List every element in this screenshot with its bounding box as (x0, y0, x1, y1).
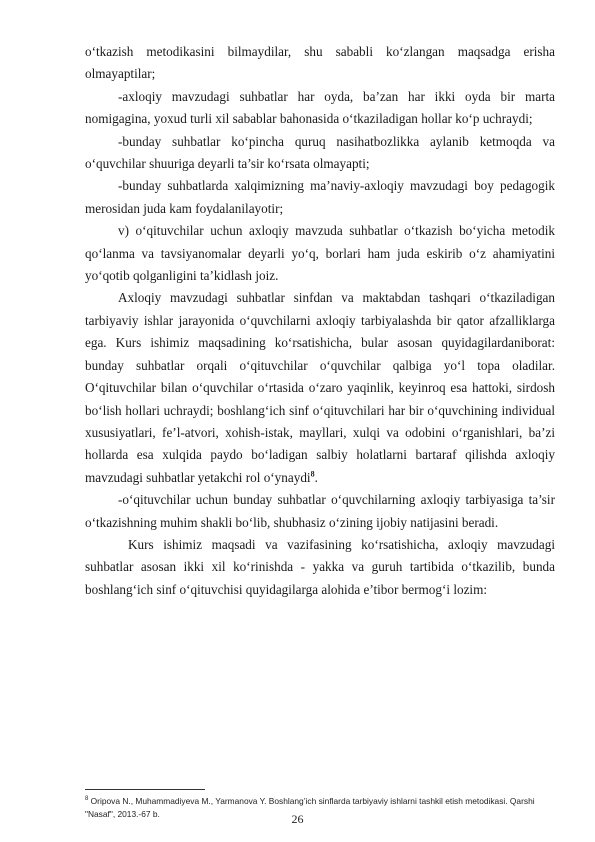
paragraph-item-v: v) o‘qituvchilar uchun axloqiy mavzuda suhbatlar o‘tkazish bo‘yicha metodik qo‘lanma va tavsiyanomalar deyarli yo‘q, borlari ham juda eskirib o‘z ahamiyatini yo‘qotib qolganligini ta’kidlash joiz. (85, 223, 555, 284)
footnote-text: Oripova N., Muhammadiyeva M., Yarmanova Y. Boshlang’ich sinflarda tarbiyaviy ishlarni tashkil etish metodikasi. Qarshi "Nasaf", 2013.-67 b. (85, 795, 535, 819)
footnote-number: 8 (85, 796, 89, 802)
paragraph-bullet-teachers: -o‘qituvchilar uchun bunday suhbatlar o‘quvchilarning axloqiy tarbiyasiga ta’sir o‘tkazishning muhim shakli bo‘lib, shubhasiz o‘zining ijobiy natijasini beradi. (85, 492, 555, 530)
paragraph-conversation-forms: Kurs ishimiz maqsadi va vazifasining ko‘rsatishicha, axloqiy mavzudagi suhbatlar asosan ikki xil ko‘rinishda - yakka va guruh tartibida o‘tkazilib, bunda boshlang‘ich sinf o‘qituvchisi quyidagilarga alohida e’tibor bermog‘i lozim: (85, 536, 555, 597)
footnote-reference: 8 (310, 469, 315, 479)
footnote-divider (85, 789, 205, 790)
page-number: 26 (291, 812, 304, 826)
page-body (85, 41, 555, 601)
paragraph-advantages-text: Axloqiy mavzudagi suhbatlar sinfdan va maktabdan tashqari o‘tkaziladigan tarbiyaviy ishlar jarayonida o‘quvchilarni axloqiy tarbiyalashda bir qator afzalliklarga ega. Kurs ishimiz maqsadining ko‘rsatishicha, bular asosan quyidagilardaniborat: bunday suhbatlar orqali o‘qituvchilar o‘quvchilar qalbiga yo‘l topa oladilar. O‘qituvchilar bilan o‘quvchilar o‘rtasida o‘zaro yaqinlik, keyinroq esa hattoki, sirdosh bo‘lish hollari uchraydi; boshlang‘ich sinf o‘qituvchilari har bir o‘quvchining individual xususiyatlari, fe’l-atvori, xohish-istak, mayllari, xulqi va odobini o‘rganishlari, ba’zi hollarda esa xulqida paydo bo‘ladigan salbiy holatlarni bartaraf qilishda axloqiy mavzudagi suhbatlar yetakchi rol o‘ynaydi (85, 290, 555, 485)
paragraph-bullet-frequency: -axloqiy mavzudagi suhbatlar har oyda, ba’zan har ikki oyda bir marta nomigagina, yoxud turli xil sabablar bahonasida o‘tkaziladigan hollar ko‘p uchraydi; (85, 88, 555, 127)
paragraph-advantages (85, 287, 555, 489)
footnote-reference-suffix: . (314, 469, 318, 485)
paragraph-bullet-moralizing: -bunday suhbatlar ko‘pincha quruq nasihatbozlikka aylanib ketmoqda va o‘quvchilar shuuriga deyarli ta’sir ko‘rsata olmayapti; (85, 133, 555, 172)
paragraph-continuation: o‘tkazish metodikasini bilmaydilar, shu sababli ko‘zlangan maqsadga erisha olmayaptilar; (85, 44, 555, 82)
paragraph-bullet-heritage: -bunday suhbatlarda xalqimizning ma’naviy-axloqiy mavzudagi boy pedagogik merosidan juda kam foydalanilayotir; (85, 178, 555, 216)
